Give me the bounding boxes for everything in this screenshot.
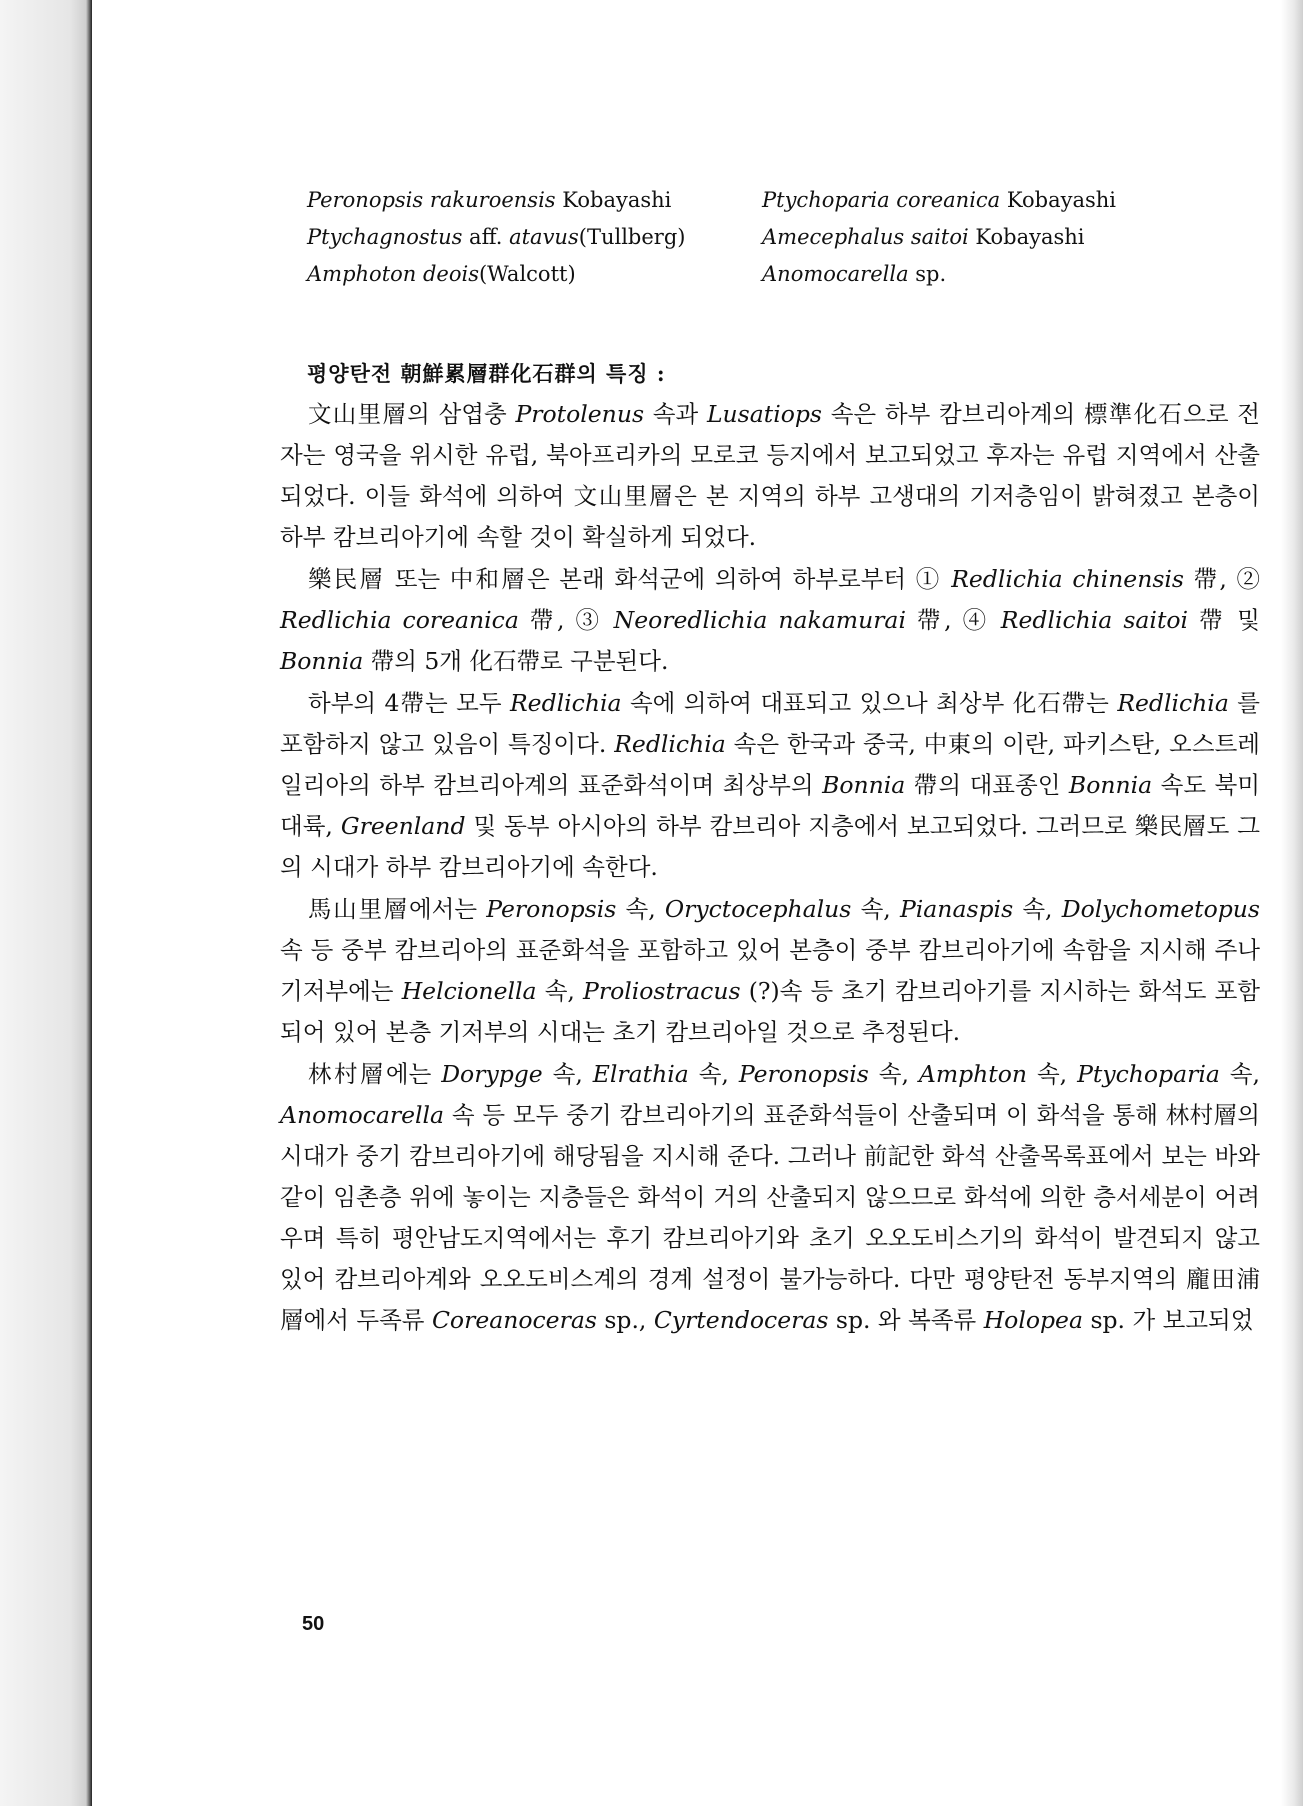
fossil-entry: Amecephalus saitoi Kobayashi [762, 225, 1085, 249]
taxon-name: Proliostracus [583, 977, 741, 1005]
text-run: 속, [536, 977, 584, 1005]
body-paragraph [280, 1054, 1260, 1341]
text-run: 및 동부 아시아의 하부 캄브리아 지층에서 보고되었다. 그러므로 樂民層도 그의 시대가 하부 캄브리아기에 속한다. [280, 812, 1261, 881]
text-run: 속은 한국과 중국, 中東의 이란, 파키스탄, 오스트레일리아의 하부 캄브리아계의 표준화석이며 최상부의 [280, 730, 1260, 799]
page-binding-shadow [0, 0, 92, 1806]
text-run: 속, [1013, 895, 1062, 923]
text-run: 帶의 5개 化石帶로 구분된다. [363, 647, 669, 675]
taxon-name: Amphton [918, 1060, 1028, 1088]
text-run: 帶 및 [1188, 606, 1260, 634]
text-run: sp. 가 보고되었 [1082, 1306, 1254, 1334]
taxon-name: Elrathia [592, 1060, 689, 1088]
taxon-name: Bonnia [1068, 771, 1153, 799]
text-run: 帶, ③ [518, 606, 614, 634]
text-run: 帶의 대표종인 [905, 771, 1069, 799]
fossil-entry: Peronopsis rakuroensis Kobayashi [307, 188, 672, 212]
fossil-entry: Ptychoparia coreanica Kobayashi [762, 188, 1117, 212]
text-run: 속도 북미대륙, [280, 771, 1260, 840]
text-run: (?)속 등 초기 캄브리아기를 지시하는 화석도 포함되어 있어 본층 기저부의 시대는 초기 캄브리아일 것으로 추정된다. [280, 977, 1260, 1046]
text-run: 속, [851, 895, 900, 923]
text-run: 하부의 4帶는 모두 [308, 689, 510, 717]
body-paragraph [280, 889, 1260, 1053]
body-text [280, 394, 1260, 1342]
taxon-name: Ptychoparia [1077, 1060, 1220, 1088]
taxon-name: Bonnia [822, 771, 906, 799]
body-paragraph [280, 683, 1260, 888]
taxon-name: Bonnia [280, 647, 364, 675]
text-run: 속, [688, 1060, 739, 1088]
taxon-name: Protolenus [515, 400, 645, 428]
fossil-entry: Anomocarella sp. [762, 262, 947, 286]
taxon-name: Pianaspis [899, 895, 1014, 923]
text-run: 속과 [644, 400, 707, 428]
text-run: 속 등 모두 중기 캄브리아기의 표준화석들이 산출되며 이 화석을 통해 林村層의 시대가 중기 캄브리아기에 해당됨을 지시해 준다. 그러나 前記한 화석 산출목록표에서 보는 바와 같이 임촌층 위에 놓이는 지층들은 화석이 거의 산출되지 않으므로 화석에 의한 층서세분이 어려우며 특히 평안남도지역에서는 후기 캄브리아기와 초기 오오도비스기의 화석이 발견되지 않고 있어 캄브리아계와 오오도비스계의 경계 설정이 불가능하다. 다만 평양탄전 동부지역의 龐田浦層에서 두족류 [280, 1101, 1260, 1334]
body-paragraph [280, 394, 1260, 558]
text-run: 속, [868, 1060, 919, 1088]
fossil-species-list [307, 182, 1257, 293]
fossil-list-right-column [762, 182, 1222, 293]
taxon-name: Redlichia [509, 689, 622, 717]
page-edge-right [1281, 0, 1303, 1806]
text-run: 馬山里層에서는 [308, 895, 487, 923]
text-run: 속, [616, 895, 665, 923]
text-run: 속 등 중부 캄브리아의 표준화석을 포함하고 있어 본층이 중부 캄브리아기에 속함을 지시해 주나 기저부에는 [280, 936, 1260, 1005]
taxon-name: Neoredlichia nakamurai [613, 606, 906, 634]
fossil-entry: Amphoton deois(Walcott) [307, 262, 576, 286]
body-paragraph [280, 559, 1260, 682]
text-run: 속, [1027, 1060, 1078, 1088]
text-run: 帶, ④ [905, 606, 1001, 634]
taxon-name: Oryctocephalus [664, 895, 852, 923]
taxon-name: Peronopsis [738, 1060, 869, 1088]
text-run: sp. 와 복족류 [828, 1306, 984, 1334]
text-run: 樂民層 또는 中和層은 본래 화석군에 의하여 하부로부터 ① [308, 565, 952, 593]
section-heading: 평양탄전 朝鮮累層群化石群의 특징 : [307, 361, 666, 386]
taxon-name: Redlichia saitoi [1000, 606, 1189, 634]
text-run: 帶, ② [1183, 565, 1260, 593]
text-run: 林村層에는 [308, 1060, 442, 1088]
text-run: 속에 의하여 대표되고 있으나 최상부 化石帶는 [621, 689, 1118, 717]
taxon-name: Dorypge [441, 1060, 543, 1088]
taxon-name: Anomocarella [280, 1101, 445, 1129]
page-number: 50 [302, 1613, 325, 1635]
taxon-name: Lusatiops [706, 400, 822, 428]
taxon-name: Dolychometopus [1061, 895, 1260, 923]
taxon-name: Coreanoceras [431, 1306, 597, 1334]
taxon-name: Greenland [340, 812, 466, 840]
taxon-name: Peronopsis [486, 895, 617, 923]
book-page [92, 0, 1281, 1806]
taxon-name: Redlichia coreanica [280, 606, 519, 634]
taxon-name: Helcionella [401, 977, 537, 1005]
fossil-list-left-column [307, 182, 762, 293]
taxon-name: Holopea [983, 1306, 1083, 1334]
taxon-name: Redlichia [614, 730, 726, 758]
taxon-name: Cyrtendoceras [653, 1306, 829, 1334]
taxon-name: Redlichia [1117, 689, 1229, 717]
fossil-entry: Ptychagnostus aff. atavus(Tullberg) [307, 225, 686, 249]
text-run: sp., [596, 1306, 654, 1334]
text-run: 속, [1219, 1060, 1260, 1088]
taxon-name: Redlichia chinensis [951, 565, 1184, 593]
text-run: 속은 하부 캄브리아계의 標準化石으로 전자는 영국을 위시한 유럽, 북아프리카의 모로코 등지에서 보고되었고 후자는 유럽 지역에서 산출되었다. 이들 화석에 의하여 文山里層은 본 지역의 하부 고생대의 기저층임이 밝혀졌고 본층이 하부 캄브리아기에 속할 것이 확실하게 되었다. [280, 400, 1261, 551]
text-run: 를 포함하지 않고 있음이 특징이다. [280, 689, 1260, 758]
text-run: 文山里層의 삼엽충 [308, 400, 516, 428]
text-run: 속, [542, 1060, 593, 1088]
